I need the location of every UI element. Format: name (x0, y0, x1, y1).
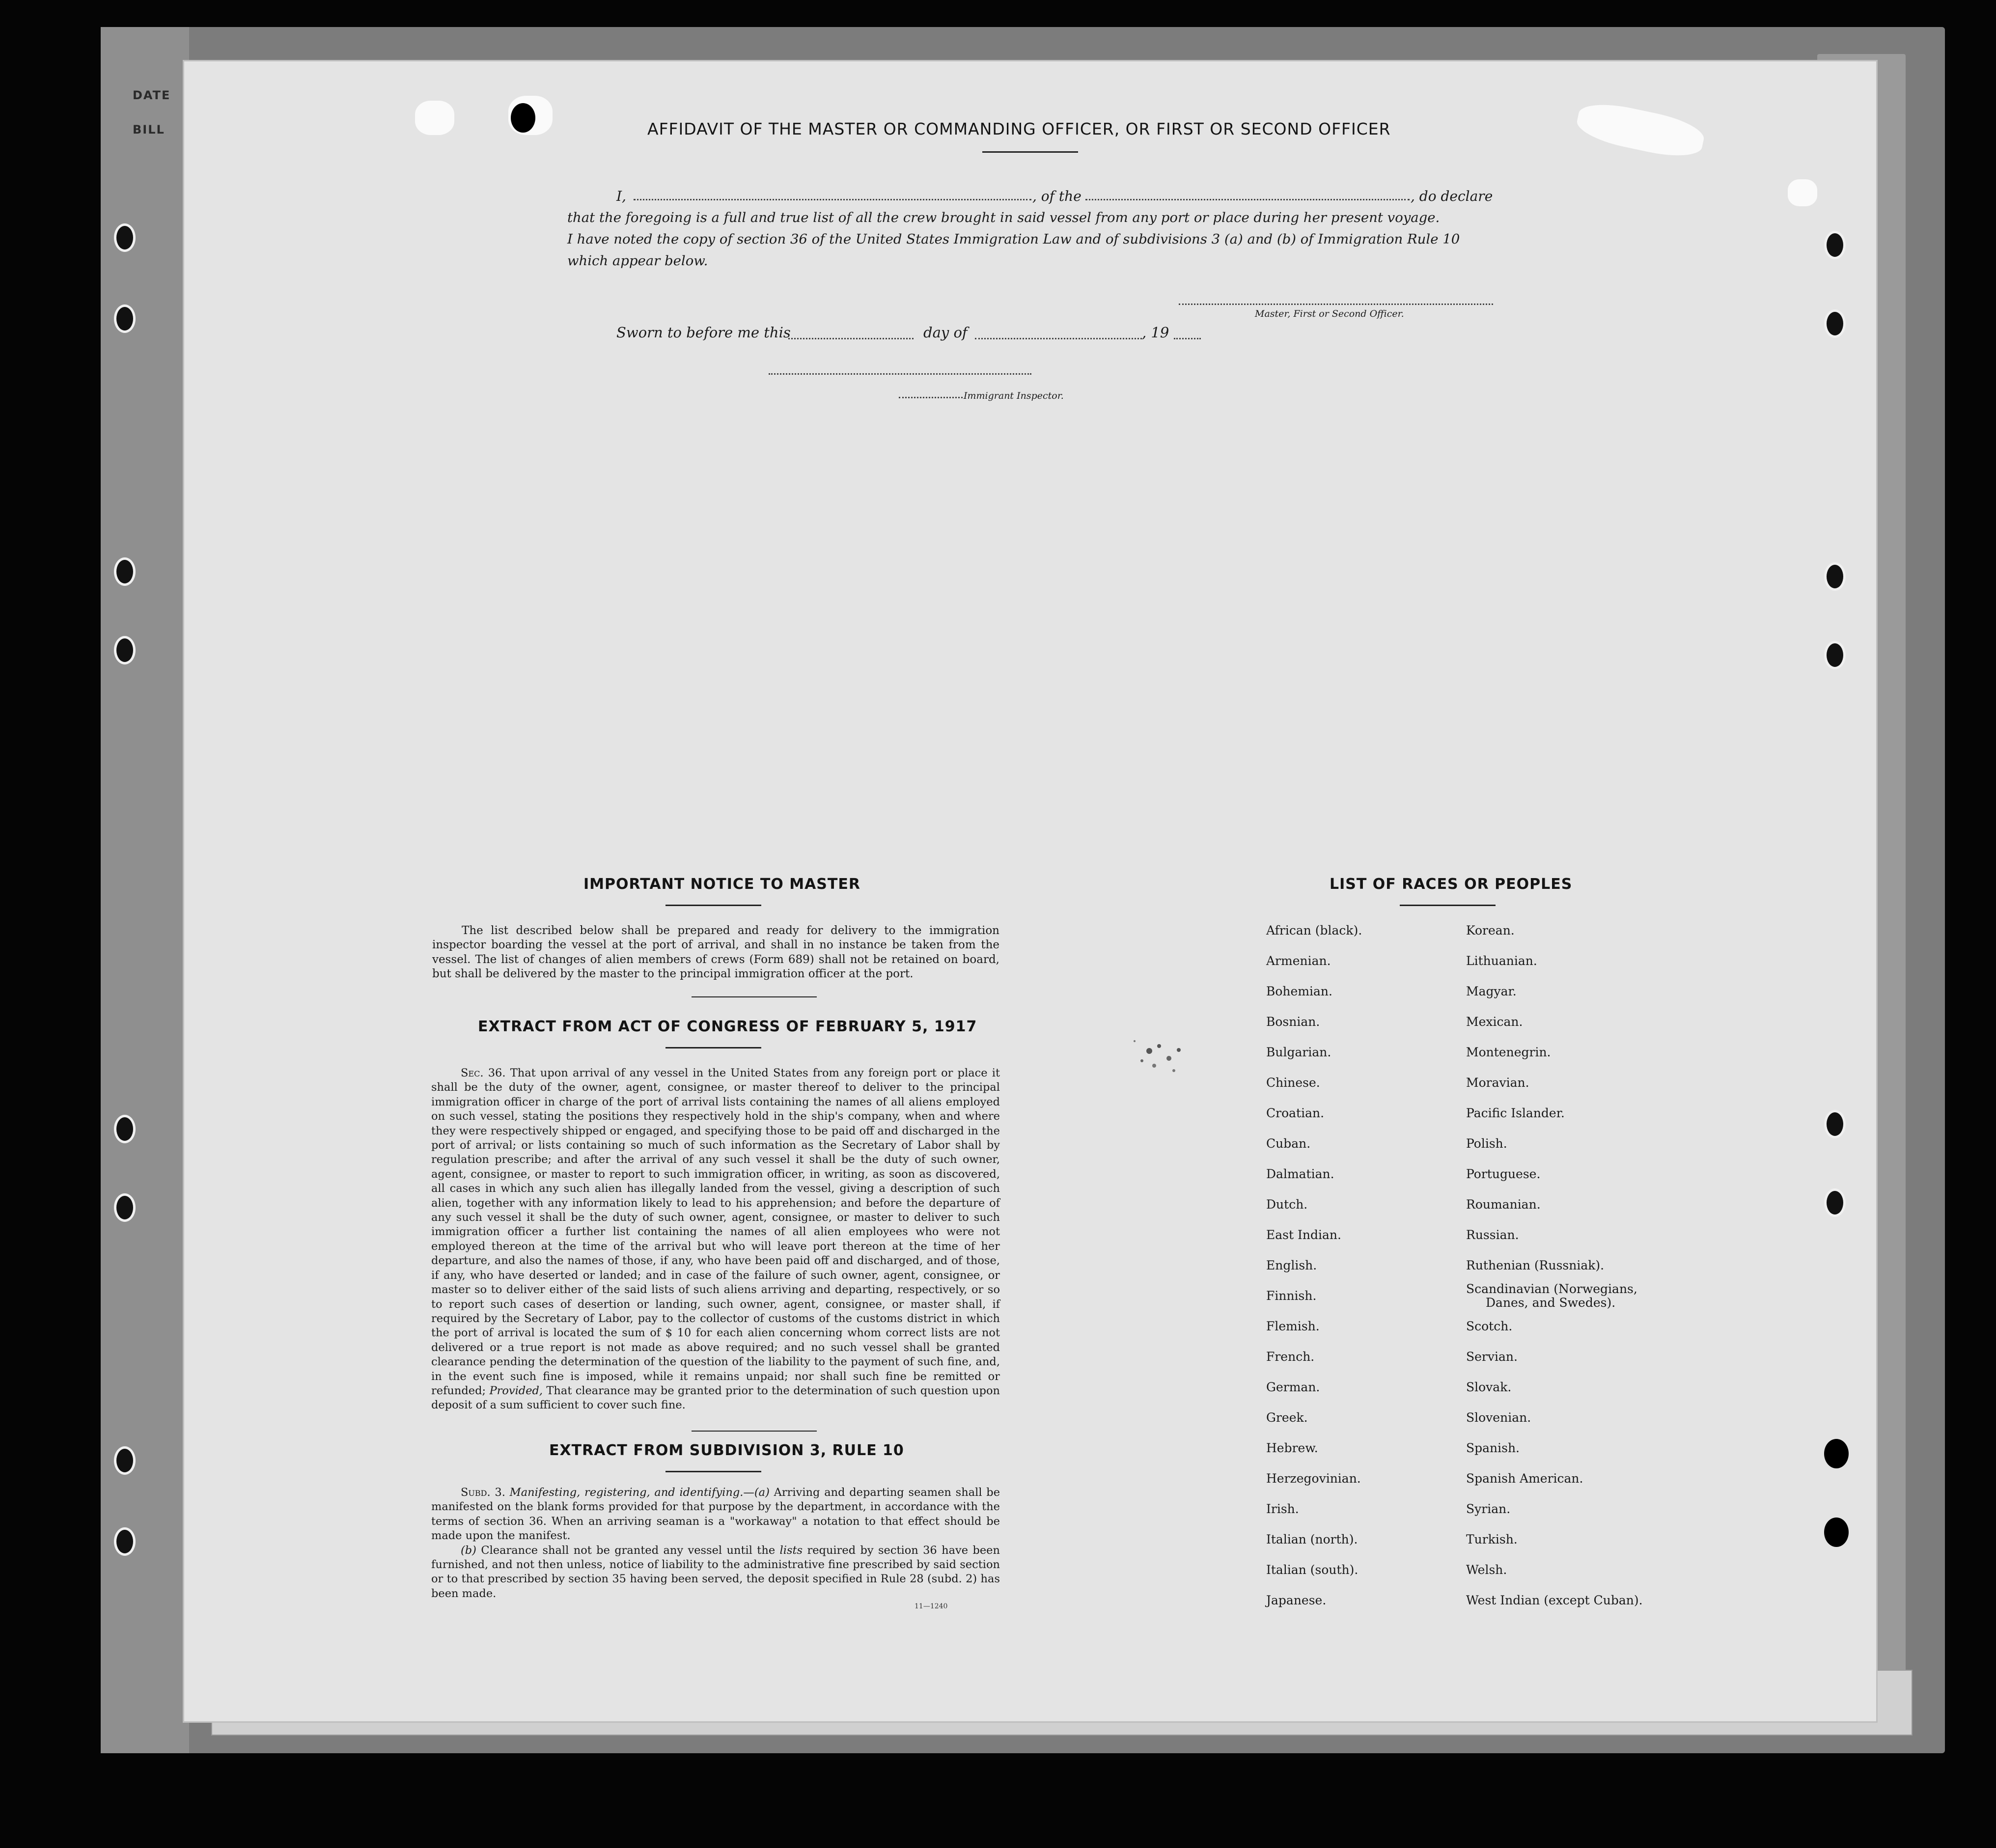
paper-tear (1788, 179, 1817, 206)
race-item: Turkish. (1466, 1532, 1518, 1546)
punch-hole (114, 1446, 136, 1475)
punch-hole (1824, 1517, 1849, 1547)
paper-tear (415, 101, 454, 135)
race-item: West Indian (except Cuban). (1466, 1593, 1643, 1607)
races-title: LIST OF RACES OR PEOPLES (1330, 876, 1573, 893)
race-item: Roumanian. (1466, 1197, 1541, 1212)
affidavit-title: AFFIDAVIT OF THE MASTER OR COMMANDING OFFICER, OR FIRST OR SECOND OFFICER (647, 119, 1391, 138)
notice-text: The list described below shall be prepared and ready for delivery to the immigration inspector boarding the vessel at the port of arrival, and shall in no instance be taken from the vessel. The list of changes of alien members of crews (Form 689) shall not be retained on board, but shall be delivered by the master to the principal immigration officer at the port. (432, 924, 999, 981)
race-item: Greek. (1266, 1410, 1308, 1425)
race-item: Bohemian. (1266, 984, 1332, 998)
affidavit-body-line-2: I have noted the copy of section 36 of the United States Immigration Law and of subdivisions 3 (a) and (b) of Immigration Rule 10 (567, 231, 1460, 247)
sworn-label: Sworn to before me this (616, 324, 791, 341)
race-item: Montenegrin. (1466, 1045, 1551, 1059)
extract-rule-text (431, 1486, 1000, 1601)
race-item: Croatian. (1266, 1106, 1325, 1120)
races-title-rule (1400, 905, 1496, 906)
day-of-label: day of (923, 324, 968, 341)
race-item: Russian. (1466, 1228, 1519, 1242)
race-item: Japanese. (1266, 1593, 1327, 1607)
race-item: Irish. (1266, 1502, 1299, 1516)
race-item: Scandinavian (Norwegians, (1466, 1282, 1637, 1296)
race-item: German. (1266, 1380, 1320, 1394)
punch-hole (114, 1193, 136, 1222)
extract-act-text (431, 1066, 1000, 1413)
punch-hole (1824, 1188, 1846, 1217)
race-item: Syrian. (1466, 1502, 1511, 1516)
inspector-short-blank[interactable] (899, 397, 963, 398)
subdivision-heading: Manifesting, registering, and identifying.—(a) (509, 1486, 770, 1499)
race-item: Dalmatian. (1266, 1167, 1334, 1181)
notice-title: IMPORTANT NOTICE TO MASTER (583, 876, 860, 893)
punch-hole (1824, 309, 1846, 338)
race-item: Italian (south). (1266, 1563, 1358, 1577)
extract-act-title-rule (665, 1047, 761, 1048)
race-item: Ruthenian (Russniak). (1466, 1258, 1605, 1272)
race-item: African (black). (1266, 923, 1362, 938)
left-folder-strip (101, 27, 189, 1753)
race-item-continuation: Danes, and Swedes). (1486, 1296, 1616, 1310)
race-item: Finnish. (1266, 1289, 1317, 1303)
race-item: Scotch. (1466, 1319, 1513, 1333)
race-item: Dutch. (1266, 1197, 1308, 1212)
race-item: Bulgarian. (1266, 1045, 1331, 1059)
race-item: Hebrew. (1266, 1441, 1318, 1455)
race-item: Servian. (1466, 1350, 1518, 1364)
race-item: English. (1266, 1258, 1317, 1272)
sworn-month-blank[interactable] (975, 338, 1142, 339)
affidavit-i-label: I, (616, 188, 626, 204)
edge-label-bill: BILL (133, 123, 165, 137)
race-item: Slovenian. (1466, 1410, 1531, 1425)
punch-hole (114, 223, 136, 252)
race-item: Bosnian. (1266, 1015, 1320, 1029)
race-item: Chinese. (1266, 1076, 1320, 1090)
subdivision-b-lead: (b) (461, 1544, 476, 1557)
punch-hole (1824, 562, 1846, 591)
section-36-text: That upon arrival of any vessel in the United States from any foreign port or place it shall be the duty of the owner, agent, consignee, or master thereof to deliver to the principal immigration officer in charge of the port of arrival lists containing the names of all aliens employed on such vessel, stating the positions they respectively hold in the ship's company, when and where they were respectively shipped or engaged, and specifying those to be paid off and discharged in the port of arrival; or lists containing so much of such information as the Secretary of Labor shall by regulation prescribe; and after the arrival of any such vessel it shall be the duty of such owner, agent, consignee, or master to report to such immigration officer, in writing, as soon as discovered, all cases in which any such alien has illegally landed from the vessel, giving a description of such alien, together with any information likely to lead to his apprehension; and before the departure of any such vessel it shall be the duty of such owner, agent, consignee, or master to deliver to such immigration officer a further list containing the names of all alien employees who were not employed thereon at the time of the arrival but who will leave port thereon at the time of her departure, and also the names of those, if any, who have been paid off and discharged, and of those, if any, who have deserted or landed; and in case of the failure of such owner, agent, consignee, or master so to deliver either of the said lists of such aliens arriving and departing, respectively, or so to report such cases of desertion or landing, such owner, agent, consignee, or master shall, if required by the Secretary of Labor, pay to the collector of customs of the customs district in which the port of arrival is located the sum of $ 10 for each alien concerning whom correct lists are not delivered or a true report is not made as above required; and no such vessel shall be granted clearance pending the determination of the question of the liability to the payment of such fine, and, in the event such fine is imposed, while it remains unpaid; nor shall such fine be remitted or refunded; (431, 1067, 1000, 1397)
vessel-blank[interactable] (1085, 199, 1410, 200)
race-item: Armenian. (1266, 954, 1331, 968)
punch-hole (1824, 1110, 1846, 1138)
inspector-signature-blank[interactable] (769, 373, 1031, 375)
extract-act-title: EXTRACT FROM ACT OF CONGRESS OF FEBRUARY 5, 1917 (478, 1018, 977, 1035)
punch-hole (114, 304, 136, 333)
race-item: Slovak. (1466, 1380, 1512, 1394)
race-item: Pacific Islander. (1466, 1106, 1565, 1120)
punch-hole (114, 557, 136, 586)
extract-rule-title-rule (665, 1471, 761, 1472)
race-item: Portuguese. (1466, 1167, 1541, 1181)
race-item: Spanish American. (1466, 1471, 1583, 1486)
punch-hole (1824, 641, 1846, 669)
punch-hole (511, 103, 535, 133)
race-item: Lithuanian. (1466, 954, 1537, 968)
punch-hole (114, 1115, 136, 1143)
affidavit-body-line-1: that the foregoing is a full and true list of all the crew brought in said vessel from any port or place during her present voyage. (567, 210, 1440, 225)
race-item: Herzegovinian. (1266, 1471, 1361, 1486)
inspector-caption: Immigrant Inspector. (964, 390, 1064, 401)
section-36-end: That clearance may be granted prior to the determination of such question upon deposit of a sum sufficient to cover such fine. (431, 1384, 1000, 1412)
sworn-day-blank[interactable] (788, 338, 914, 339)
race-item: Polish. (1466, 1136, 1507, 1151)
race-item: Korean. (1466, 923, 1515, 938)
notice-title-rule (665, 905, 761, 906)
proviso-word: Provided, (489, 1384, 543, 1397)
subdivision-a-text: Arriving and departing seamen shall be manifested on the blank forms provided for that purpose by the department, in accordance with the terms of section 36. When an arriving seaman is a "workaway" a notation to that effect should be made upon the manifest. (431, 1486, 1000, 1543)
punch-hole (1824, 231, 1846, 259)
race-item: Cuban. (1266, 1136, 1311, 1151)
race-item: Magyar. (1466, 984, 1517, 998)
extract-rule-title: EXTRACT FROM SUBDIVISION 3, RULE 10 (549, 1442, 904, 1459)
subdivision-b-text-1: Clearance shall not be granted any vessel until the (481, 1544, 776, 1557)
affidavit-body-line-3: which appear below. (567, 253, 708, 269)
ink-smudge (1105, 1012, 1203, 1090)
race-item: French. (1266, 1350, 1315, 1364)
race-item: Flemish. (1266, 1319, 1320, 1333)
year-label: , 19 (1142, 324, 1169, 341)
name-blank[interactable] (634, 199, 1031, 200)
subdivision-b-lists: lists (779, 1544, 803, 1557)
edge-label-date: DATE (133, 88, 171, 102)
subdivision-b-text-2: required by section 36 have been furnished, and not then unless, notice of liability to the administrative fine prescribed by said section or to that prescribed by section 35 having been served, the deposit specified in Rule 28 (subd. 2) has been made. (431, 1544, 1000, 1600)
master-signature-blank[interactable] (1179, 303, 1493, 305)
subdivision-lead: Subd. 3. (461, 1486, 505, 1499)
race-item: East Indian. (1266, 1228, 1341, 1242)
notice-end-rule (692, 996, 817, 997)
race-item: Spanish. (1466, 1441, 1520, 1455)
form-number: 11—1240 (915, 1602, 948, 1610)
punch-hole (1824, 1439, 1849, 1468)
punch-hole (114, 636, 136, 664)
manifest-page (183, 60, 1878, 1723)
section-lead: Sec. 36. (461, 1067, 506, 1079)
affidavit-title-rule (982, 151, 1078, 153)
race-item: Welsh. (1466, 1563, 1507, 1577)
race-item: Italian (north). (1266, 1532, 1358, 1546)
punch-hole (114, 1527, 136, 1556)
race-item: Mexican. (1466, 1015, 1523, 1029)
affidavit-of-the-label: , of the (1032, 188, 1081, 204)
sworn-year-blank[interactable] (1174, 338, 1201, 339)
race-item: Moravian. (1466, 1076, 1529, 1090)
master-caption: Master, First or Second Officer. (1255, 308, 1404, 319)
extract-act-end-rule (692, 1431, 817, 1432)
affidavit-do-declare-label: , do declare (1411, 188, 1493, 204)
